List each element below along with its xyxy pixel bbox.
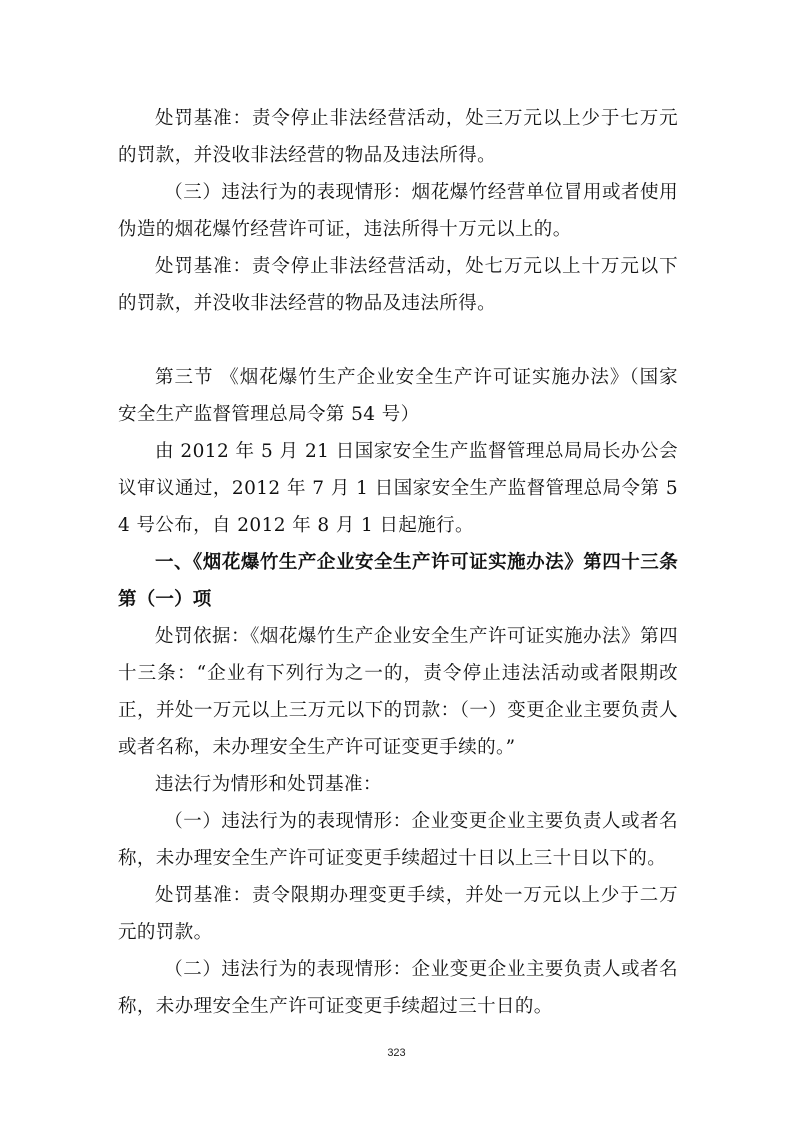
document-body [118, 100, 678, 1025]
paragraph-violation-case-1: （一）违法行为的表现情形：企业变更企业主要负责人或者名称，未办理安全生产许可证变更手续超过十日以上三十日以下的。 [118, 811, 678, 869]
paragraph-cases-intro: 违法行为情形和处罚基准： [155, 774, 382, 795]
paragraph-violation-case-2: （二）违法行为的表现情形：企业变更企业主要负责人或者名称，未办理安全生产许可证变更手续超过三十日的。 [118, 959, 678, 1017]
paragraph-violation-case-3: （三）违法行为的表现情形：烟花爆竹经营单位冒用或者使用伪造的烟花爆竹经营许可证，违法所得十万元以上的。 [118, 182, 678, 240]
section-title: 第三节 《烟花爆竹生产企业安全生产许可证实施办法》（国家安全生产监督管理总局令第 54 号） [118, 367, 678, 425]
page-number: 323 [387, 1047, 406, 1059]
article-heading: 一、《烟花爆竹生产企业安全生产许可证实施办法》第四十三条第（一）项 [118, 552, 678, 610]
paragraph-penalty-standard-3: 处罚基准：责令停止非法经营活动，处七万元以上十万元以下的罚款，并没收非法经营的物品及违法所得。 [118, 256, 678, 314]
paragraph-enactment-info: 由 2012 年 5 月 21 日国家安全生产监督管理总局局长办公会议审议通过，2012 年 7 月 1 日国家安全生产监督管理总局令第 54 号公布，自 2012 年 8 月 1 日起施行。 [118, 441, 678, 536]
paragraph-penalty-standard-case-1: 处罚基准：责令限期办理变更手续，并处一万元以上少于二万元的罚款。 [118, 885, 678, 943]
paragraph-penalty-basis: 处罚依据：《烟花爆竹生产企业安全生产许可证实施办法》第四十三条：“企业有下列行为之一的，责令停止违法活动或者限期改正，并处一万元以上三万元以下的罚款：（一）变更企业主要负责人或者名称，未办理安全生产许可证变更手续的。” [118, 626, 678, 758]
paragraph-penalty-standard-2: 处罚基准：责令停止非法经营活动，处三万元以上少于七万元的罚款，并没收非法经营的物品及违法所得。 [118, 108, 678, 166]
